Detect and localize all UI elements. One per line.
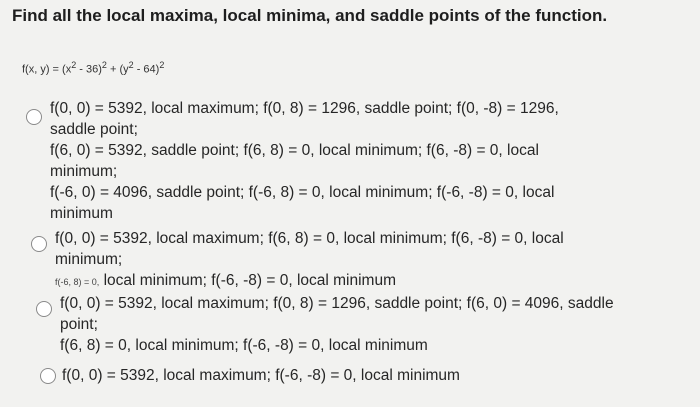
option-line: minimum	[50, 205, 113, 222]
option-line: f(6, 0) = 5392, saddle point; f(6, 8) = 0, local minimum; f(6, -8) = 0, local	[50, 142, 539, 159]
option-1-text[interactable]	[50, 98, 559, 224]
function-lhs: f(x, y) =	[22, 63, 63, 76]
function-term1-exp: 2	[71, 60, 77, 70]
question-text: Find all the local maxima, local minima, and saddle points of the function.	[12, 6, 608, 25]
option-line	[55, 270, 564, 293]
option-4-text[interactable]	[62, 365, 460, 386]
option-3-text[interactable]	[60, 293, 614, 356]
option-line: point;	[60, 316, 98, 333]
function-term1-rest: - 36)	[76, 63, 102, 76]
option-line: saddle point;	[50, 121, 138, 138]
option-1-radio[interactable]	[26, 109, 42, 125]
option-line: f(-6, 0) = 4096, saddle point; f(-6, 8) = 0, local minimum; f(-6, -8) = 0, local	[50, 184, 555, 201]
function-term2-exp: 2	[128, 60, 134, 70]
option-line: f(6, 8) = 0, local minimum; f(-6, -8) = 0, local minimum	[60, 337, 428, 354]
option-line: f(0, 0) = 5392, local maximum; f(6, 8) = 0, local minimum; f(6, -8) = 0, local	[55, 230, 564, 247]
option-2-radio[interactable]	[31, 236, 47, 252]
option-2-text[interactable]	[55, 228, 564, 293]
function-term2-outer-exp: 2	[159, 60, 165, 70]
option-line: minimum;	[55, 251, 123, 268]
function-plus: +	[106, 63, 120, 76]
function-term2-rest: - 64)	[133, 63, 160, 76]
option-last-line: local minimum; f(-6, -8) = 0, local minimum	[99, 272, 396, 289]
function-term1: (x	[62, 63, 72, 76]
option-3-radio[interactable]	[36, 301, 52, 317]
option-small-prefix: f(-6, 8) = 0,	[55, 277, 100, 287]
option-line: f(0, 0) = 5392, local maximum; f(-6, -8) = 0, local minimum	[62, 367, 460, 384]
option-line: f(0, 0) = 5392, local maximum; f(0, 8) = 1296, saddle point; f(0, -8) = 1296,	[50, 100, 559, 117]
function-term2: (y	[119, 63, 129, 76]
option-line: f(0, 0) = 5392, local maximum; f(0, 8) = 1296, saddle point; f(6, 0) = 4096, saddle	[60, 295, 614, 312]
function-term1-outer-exp: 2	[101, 60, 107, 70]
option-4-radio[interactable]	[40, 368, 56, 384]
option-line: minimum;	[50, 163, 118, 180]
function-formula	[22, 60, 164, 76]
